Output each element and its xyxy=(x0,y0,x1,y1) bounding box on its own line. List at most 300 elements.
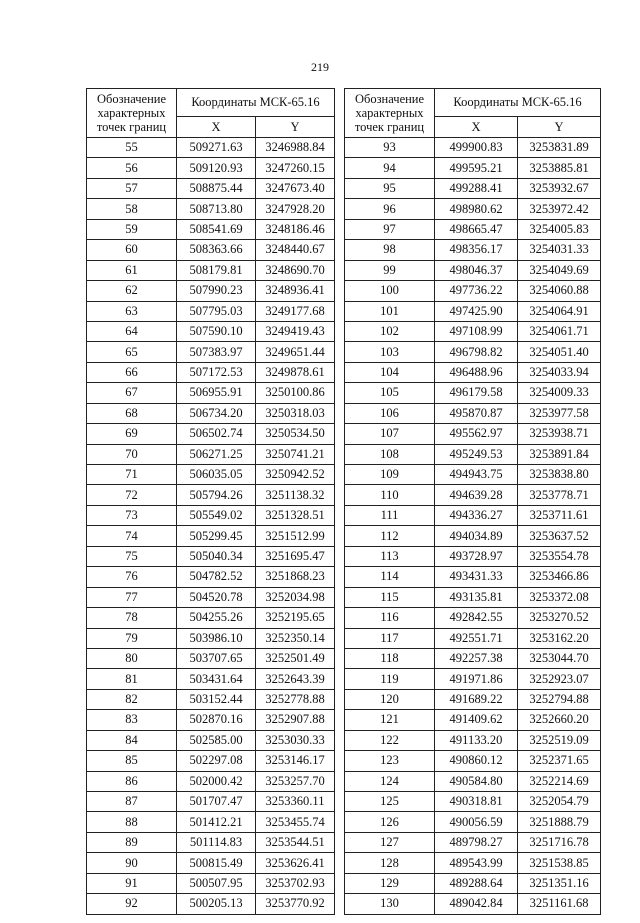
left-x-coordinate: 507172.53 xyxy=(177,362,256,382)
right-point-number: 121 xyxy=(345,710,435,730)
table-row xyxy=(87,587,601,607)
left-point-number: 79 xyxy=(87,628,177,648)
right-y-coordinate: 3251716.78 xyxy=(518,832,601,852)
right-point-number: 115 xyxy=(345,587,435,607)
left-point-number: 71 xyxy=(87,465,177,485)
right-y-coordinate: 3253938.71 xyxy=(518,424,601,444)
left-y-coordinate: 3250534.50 xyxy=(256,424,335,444)
left-x-coordinate: 500205.13 xyxy=(177,894,256,914)
left-point-number: 55 xyxy=(87,138,177,158)
table-row xyxy=(87,158,601,178)
left-point-number: 69 xyxy=(87,424,177,444)
left-y-coordinate: 3250741.21 xyxy=(256,444,335,464)
table-gap xyxy=(335,689,345,709)
left-y-coordinate: 3253257.70 xyxy=(256,771,335,791)
table-row xyxy=(87,219,601,239)
right-x-coordinate: 491133.20 xyxy=(435,730,518,750)
right-point-number: 129 xyxy=(345,873,435,893)
right-x-coordinate: 497425.90 xyxy=(435,301,518,321)
left-y-coordinate: 3249651.44 xyxy=(256,342,335,362)
left-x-coordinate: 502000.42 xyxy=(177,771,256,791)
left-y-coordinate: 3249419.43 xyxy=(256,321,335,341)
table-row xyxy=(87,505,601,525)
coords-header-right: Координаты МСК-65.16 xyxy=(435,89,601,117)
left-x-coordinate: 508363.66 xyxy=(177,240,256,260)
right-y-coordinate: 3254033.94 xyxy=(518,362,601,382)
left-y-coordinate: 3247673.40 xyxy=(256,178,335,198)
left-x-coordinate: 509271.63 xyxy=(177,138,256,158)
left-x-coordinate: 507590.10 xyxy=(177,321,256,341)
right-x-coordinate: 490318.81 xyxy=(435,792,518,812)
left-x-coordinate: 505040.34 xyxy=(177,546,256,566)
left-x-coordinate: 506955.91 xyxy=(177,383,256,403)
right-x-coordinate: 498356.17 xyxy=(435,240,518,260)
left-y-coordinate: 3248690.70 xyxy=(256,260,335,280)
left-point-number: 56 xyxy=(87,158,177,178)
left-point-number: 84 xyxy=(87,730,177,750)
table-row xyxy=(87,526,601,546)
left-y-coordinate: 3252501.49 xyxy=(256,648,335,668)
right-y-coordinate: 3254064.91 xyxy=(518,301,601,321)
y-header-left: Y xyxy=(256,117,335,138)
right-x-coordinate: 496179.58 xyxy=(435,383,518,403)
left-y-coordinate: 3250942.52 xyxy=(256,465,335,485)
table-row xyxy=(87,771,601,791)
right-x-coordinate: 495249.53 xyxy=(435,444,518,464)
table-row xyxy=(87,424,601,444)
right-x-coordinate: 491971.86 xyxy=(435,669,518,689)
right-y-coordinate: 3251161.68 xyxy=(518,894,601,914)
left-y-coordinate: 3246988.84 xyxy=(256,138,335,158)
right-x-coordinate: 489543.99 xyxy=(435,853,518,873)
right-point-number: 111 xyxy=(345,505,435,525)
right-y-coordinate: 3254009.33 xyxy=(518,383,601,403)
right-x-coordinate: 499595.21 xyxy=(435,158,518,178)
right-point-number: 103 xyxy=(345,342,435,362)
table-gap xyxy=(335,178,345,198)
table-gap xyxy=(335,873,345,893)
right-y-coordinate: 3251888.79 xyxy=(518,812,601,832)
table-gap xyxy=(335,730,345,750)
right-point-number: 109 xyxy=(345,465,435,485)
table-gap xyxy=(335,383,345,403)
right-point-number: 122 xyxy=(345,730,435,750)
right-y-coordinate: 3252371.65 xyxy=(518,751,601,771)
left-point-number: 62 xyxy=(87,281,177,301)
left-y-coordinate: 3250318.03 xyxy=(256,403,335,423)
left-y-coordinate: 3253455.74 xyxy=(256,812,335,832)
left-y-coordinate: 3252195.65 xyxy=(256,608,335,628)
coords-header-left: Координаты МСК-65.16 xyxy=(177,89,335,117)
left-point-number: 64 xyxy=(87,321,177,341)
right-x-coordinate: 491689.22 xyxy=(435,689,518,709)
table-row xyxy=(87,485,601,505)
right-point-number: 127 xyxy=(345,832,435,852)
left-point-number: 74 xyxy=(87,526,177,546)
point-designation-header-left xyxy=(87,89,177,138)
table-row xyxy=(87,403,601,423)
left-y-coordinate: 3248186.46 xyxy=(256,219,335,239)
left-point-number: 77 xyxy=(87,587,177,607)
right-x-coordinate: 489042.84 xyxy=(435,894,518,914)
table-gap xyxy=(335,832,345,852)
right-point-number: 108 xyxy=(345,444,435,464)
right-point-number: 119 xyxy=(345,669,435,689)
right-x-coordinate: 496488.96 xyxy=(435,362,518,382)
left-x-coordinate: 508875.44 xyxy=(177,178,256,198)
right-x-coordinate: 498980.62 xyxy=(435,199,518,219)
table-gap xyxy=(335,199,345,219)
table-gap xyxy=(335,138,345,158)
table-gap xyxy=(335,301,345,321)
table-gap xyxy=(335,485,345,505)
left-x-coordinate: 500507.95 xyxy=(177,873,256,893)
table-row xyxy=(87,362,601,382)
table-header xyxy=(87,89,601,138)
right-y-coordinate: 3254005.83 xyxy=(518,219,601,239)
right-point-number: 94 xyxy=(345,158,435,178)
right-y-coordinate: 3252214.69 xyxy=(518,771,601,791)
left-y-coordinate: 3251512.99 xyxy=(256,526,335,546)
left-x-coordinate: 507383.97 xyxy=(177,342,256,362)
table-gap xyxy=(335,281,345,301)
left-y-coordinate: 3248936.41 xyxy=(256,281,335,301)
table-row xyxy=(87,444,601,464)
right-y-coordinate: 3253885.81 xyxy=(518,158,601,178)
table-row xyxy=(87,199,601,219)
right-point-number: 114 xyxy=(345,567,435,587)
right-y-coordinate: 3251538.85 xyxy=(518,853,601,873)
right-point-number: 107 xyxy=(345,424,435,444)
point-designation-header-right xyxy=(345,89,435,138)
right-x-coordinate: 492551.71 xyxy=(435,628,518,648)
right-y-coordinate: 3253466.86 xyxy=(518,567,601,587)
left-x-coordinate: 506271.25 xyxy=(177,444,256,464)
left-x-coordinate: 505549.02 xyxy=(177,505,256,525)
right-y-coordinate: 3253831.89 xyxy=(518,138,601,158)
left-point-number: 91 xyxy=(87,873,177,893)
table-gap xyxy=(335,505,345,525)
right-y-coordinate: 3252660.20 xyxy=(518,710,601,730)
right-x-coordinate: 494639.28 xyxy=(435,485,518,505)
right-y-coordinate: 3253972.42 xyxy=(518,199,601,219)
table-row xyxy=(87,628,601,648)
left-point-number: 68 xyxy=(87,403,177,423)
right-y-coordinate: 3253891.84 xyxy=(518,444,601,464)
right-point-number: 118 xyxy=(345,648,435,668)
right-y-coordinate: 3254060.88 xyxy=(518,281,601,301)
table-row xyxy=(87,465,601,485)
table-gap xyxy=(335,362,345,382)
left-x-coordinate: 503431.64 xyxy=(177,669,256,689)
left-x-coordinate: 503707.65 xyxy=(177,648,256,668)
table-gap xyxy=(335,608,345,628)
right-point-number: 102 xyxy=(345,321,435,341)
table-gap xyxy=(335,260,345,280)
right-y-coordinate: 3253044.70 xyxy=(518,648,601,668)
right-point-number: 100 xyxy=(345,281,435,301)
table-row xyxy=(87,648,601,668)
table-gap xyxy=(335,669,345,689)
table-gap xyxy=(335,853,345,873)
right-y-coordinate: 3252794.88 xyxy=(518,689,601,709)
right-point-number: 96 xyxy=(345,199,435,219)
table-row xyxy=(87,301,601,321)
table-gap xyxy=(335,158,345,178)
table-row xyxy=(87,832,601,852)
left-point-number: 87 xyxy=(87,792,177,812)
left-y-coordinate: 3251868.23 xyxy=(256,567,335,587)
table-gap xyxy=(335,771,345,791)
right-point-number: 106 xyxy=(345,403,435,423)
left-x-coordinate: 503986.10 xyxy=(177,628,256,648)
left-point-number: 61 xyxy=(87,260,177,280)
table-gap xyxy=(335,710,345,730)
table-gap xyxy=(335,424,345,444)
right-x-coordinate: 497736.22 xyxy=(435,281,518,301)
table-row xyxy=(87,812,601,832)
table-row xyxy=(87,178,601,198)
header-line: Обозначение xyxy=(354,92,425,106)
table-row xyxy=(87,669,601,689)
table-gap xyxy=(335,403,345,423)
left-y-coordinate: 3252778.88 xyxy=(256,689,335,709)
right-point-number: 128 xyxy=(345,853,435,873)
left-y-coordinate: 3253030.33 xyxy=(256,730,335,750)
right-y-coordinate: 3253778.71 xyxy=(518,485,601,505)
x-header-right: X xyxy=(435,117,518,138)
left-point-number: 90 xyxy=(87,853,177,873)
right-point-number: 120 xyxy=(345,689,435,709)
right-y-coordinate: 3253637.52 xyxy=(518,526,601,546)
table-row xyxy=(87,321,601,341)
right-y-coordinate: 3253977.58 xyxy=(518,403,601,423)
left-y-coordinate: 3252643.39 xyxy=(256,669,335,689)
right-y-coordinate: 3251351.16 xyxy=(518,873,601,893)
left-point-number: 60 xyxy=(87,240,177,260)
left-point-number: 63 xyxy=(87,301,177,321)
right-point-number: 110 xyxy=(345,485,435,505)
right-y-coordinate: 3252519.09 xyxy=(518,730,601,750)
table-gap xyxy=(335,628,345,648)
right-x-coordinate: 498665.47 xyxy=(435,219,518,239)
left-x-coordinate: 504520.78 xyxy=(177,587,256,607)
right-x-coordinate: 490860.12 xyxy=(435,751,518,771)
table-row xyxy=(87,240,601,260)
table-gap xyxy=(335,792,345,812)
left-point-number: 85 xyxy=(87,751,177,771)
left-point-number: 58 xyxy=(87,199,177,219)
left-point-number: 59 xyxy=(87,219,177,239)
right-point-number: 112 xyxy=(345,526,435,546)
left-point-number: 73 xyxy=(87,505,177,525)
right-y-coordinate: 3252923.07 xyxy=(518,669,601,689)
left-point-number: 80 xyxy=(87,648,177,668)
right-point-number: 117 xyxy=(345,628,435,648)
header-line: характерных xyxy=(97,106,166,120)
left-y-coordinate: 3253544.51 xyxy=(256,832,335,852)
right-y-coordinate: 3253554.78 xyxy=(518,546,601,566)
left-y-coordinate: 3251695.47 xyxy=(256,546,335,566)
left-point-number: 92 xyxy=(87,894,177,914)
table-gap xyxy=(335,444,345,464)
right-y-coordinate: 3253711.61 xyxy=(518,505,601,525)
left-point-number: 76 xyxy=(87,567,177,587)
right-x-coordinate: 491409.62 xyxy=(435,710,518,730)
table-gap xyxy=(335,751,345,771)
header-line: точек границ xyxy=(354,120,425,134)
left-x-coordinate: 504782.52 xyxy=(177,567,256,587)
table-row xyxy=(87,281,601,301)
right-x-coordinate: 492257.38 xyxy=(435,648,518,668)
right-y-coordinate: 3253932.67 xyxy=(518,178,601,198)
table-gap xyxy=(335,546,345,566)
left-y-coordinate: 3251138.32 xyxy=(256,485,335,505)
right-point-number: 104 xyxy=(345,362,435,382)
left-point-number: 72 xyxy=(87,485,177,505)
left-y-coordinate: 3250100.86 xyxy=(256,383,335,403)
right-point-number: 124 xyxy=(345,771,435,791)
left-y-coordinate: 3252350.14 xyxy=(256,628,335,648)
table-gap xyxy=(335,465,345,485)
left-y-coordinate: 3249878.61 xyxy=(256,362,335,382)
left-point-number: 82 xyxy=(87,689,177,709)
x-header-left: X xyxy=(177,117,256,138)
right-y-coordinate: 3252054.79 xyxy=(518,792,601,812)
right-y-coordinate: 3253372.08 xyxy=(518,587,601,607)
right-x-coordinate: 494336.27 xyxy=(435,505,518,525)
left-point-number: 57 xyxy=(87,178,177,198)
right-y-coordinate: 3254031.33 xyxy=(518,240,601,260)
left-x-coordinate: 501707.47 xyxy=(177,792,256,812)
left-x-coordinate: 506734.20 xyxy=(177,403,256,423)
right-y-coordinate: 3253162.20 xyxy=(518,628,601,648)
right-point-number: 125 xyxy=(345,792,435,812)
table-row xyxy=(87,260,601,280)
right-x-coordinate: 490584.80 xyxy=(435,771,518,791)
left-x-coordinate: 502297.08 xyxy=(177,751,256,771)
left-point-number: 89 xyxy=(87,832,177,852)
table-row xyxy=(87,342,601,362)
right-point-number: 93 xyxy=(345,138,435,158)
right-y-coordinate: 3253270.52 xyxy=(518,608,601,628)
table-row xyxy=(87,567,601,587)
right-y-coordinate: 3254061.71 xyxy=(518,321,601,341)
left-x-coordinate: 503152.44 xyxy=(177,689,256,709)
left-point-number: 88 xyxy=(87,812,177,832)
right-point-number: 95 xyxy=(345,178,435,198)
table-row xyxy=(87,383,601,403)
table-row xyxy=(87,894,601,914)
right-point-number: 97 xyxy=(345,219,435,239)
table-gap xyxy=(335,567,345,587)
left-y-coordinate: 3252907.88 xyxy=(256,710,335,730)
left-y-coordinate: 3251328.51 xyxy=(256,505,335,525)
right-point-number: 126 xyxy=(345,812,435,832)
right-x-coordinate: 496798.82 xyxy=(435,342,518,362)
left-x-coordinate: 502870.16 xyxy=(177,710,256,730)
right-x-coordinate: 495870.87 xyxy=(435,403,518,423)
table-gap xyxy=(335,587,345,607)
left-y-coordinate: 3249177.68 xyxy=(256,301,335,321)
table-gap xyxy=(335,894,345,914)
table-gap xyxy=(335,240,345,260)
left-point-number: 86 xyxy=(87,771,177,791)
left-y-coordinate: 3253360.11 xyxy=(256,792,335,812)
left-point-number: 66 xyxy=(87,362,177,382)
right-point-number: 123 xyxy=(345,751,435,771)
table-gap xyxy=(335,321,345,341)
table-row xyxy=(87,608,601,628)
right-y-coordinate: 3254051.40 xyxy=(518,342,601,362)
left-x-coordinate: 501114.83 xyxy=(177,832,256,852)
table-row xyxy=(87,730,601,750)
left-x-coordinate: 505299.45 xyxy=(177,526,256,546)
right-x-coordinate: 499900.83 xyxy=(435,138,518,158)
header-line: Обозначение xyxy=(96,92,167,106)
left-y-coordinate: 3253626.41 xyxy=(256,853,335,873)
left-x-coordinate: 508541.69 xyxy=(177,219,256,239)
right-x-coordinate: 495562.97 xyxy=(435,424,518,444)
table-row xyxy=(87,546,601,566)
table-body xyxy=(87,138,601,915)
right-point-number: 130 xyxy=(345,894,435,914)
left-point-number: 70 xyxy=(87,444,177,464)
left-x-coordinate: 506502.74 xyxy=(177,424,256,444)
left-y-coordinate: 3253770.92 xyxy=(256,894,335,914)
right-x-coordinate: 493728.97 xyxy=(435,546,518,566)
header-line: точек границ xyxy=(96,120,167,134)
table-row xyxy=(87,710,601,730)
left-x-coordinate: 504255.26 xyxy=(177,608,256,628)
right-x-coordinate: 494034.89 xyxy=(435,526,518,546)
table-row xyxy=(87,873,601,893)
left-point-number: 65 xyxy=(87,342,177,362)
table-row xyxy=(87,751,601,771)
table-row xyxy=(87,689,601,709)
left-x-coordinate: 507795.03 xyxy=(177,301,256,321)
left-y-coordinate: 3248440.67 xyxy=(256,240,335,260)
table-gap xyxy=(335,219,345,239)
right-y-coordinate: 3253838.80 xyxy=(518,465,601,485)
table-row xyxy=(87,853,601,873)
header-line: характерных xyxy=(355,106,424,120)
table-gap xyxy=(335,342,345,362)
table-row xyxy=(87,138,601,158)
table-gap xyxy=(335,526,345,546)
right-x-coordinate: 493135.81 xyxy=(435,587,518,607)
left-x-coordinate: 509120.93 xyxy=(177,158,256,178)
right-x-coordinate: 498046.37 xyxy=(435,260,518,280)
left-point-number: 67 xyxy=(87,383,177,403)
table-gap xyxy=(335,812,345,832)
left-x-coordinate: 507990.23 xyxy=(177,281,256,301)
left-point-number: 75 xyxy=(87,546,177,566)
left-y-coordinate: 3252034.98 xyxy=(256,587,335,607)
left-point-number: 81 xyxy=(87,669,177,689)
table-row xyxy=(87,792,601,812)
left-y-coordinate: 3253702.93 xyxy=(256,873,335,893)
right-point-number: 101 xyxy=(345,301,435,321)
left-x-coordinate: 501412.21 xyxy=(177,812,256,832)
left-x-coordinate: 508179.81 xyxy=(177,260,256,280)
table-gap xyxy=(335,89,345,138)
right-x-coordinate: 490056.59 xyxy=(435,812,518,832)
left-x-coordinate: 506035.05 xyxy=(177,465,256,485)
right-x-coordinate: 497108.99 xyxy=(435,321,518,341)
left-y-coordinate: 3253146.17 xyxy=(256,751,335,771)
left-x-coordinate: 502585.00 xyxy=(177,730,256,750)
